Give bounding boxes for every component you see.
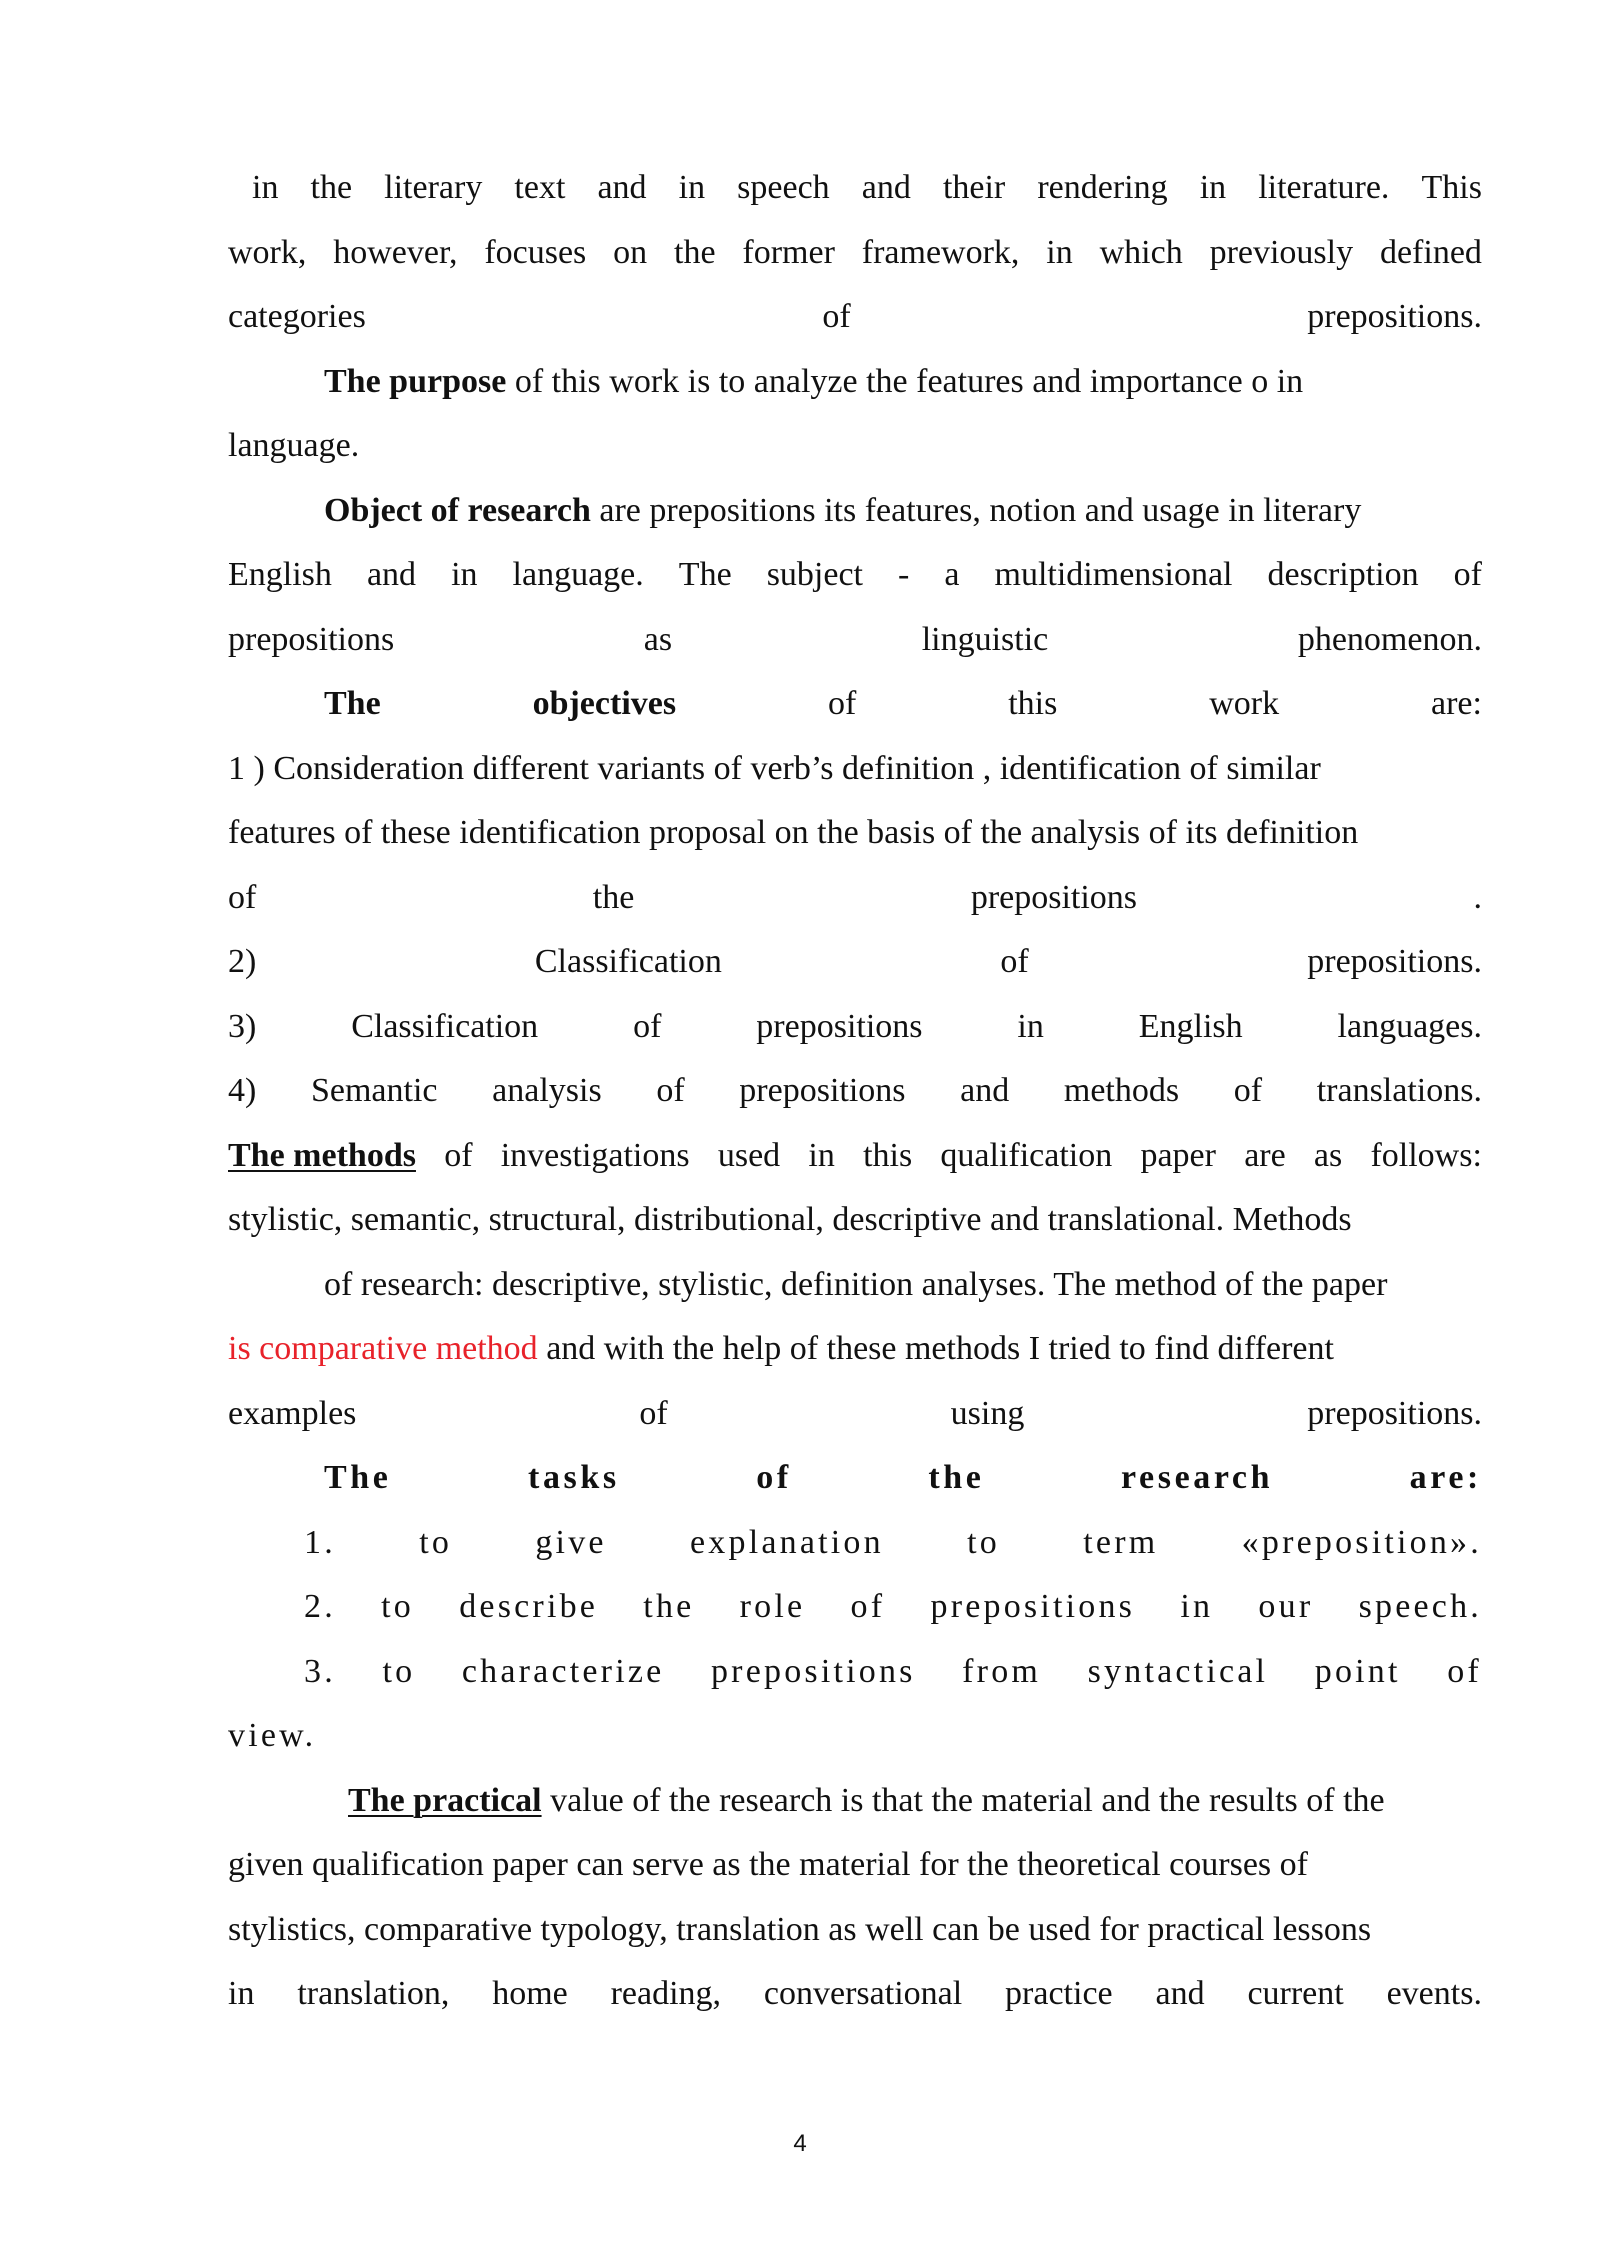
word: in bbox=[1046, 234, 1073, 271]
word: language. bbox=[512, 556, 644, 593]
word: as bbox=[643, 621, 673, 658]
word: rendering bbox=[1037, 169, 1168, 206]
word: conversational bbox=[763, 1975, 963, 2012]
task-1 bbox=[304, 1518, 1482, 1568]
purpose-line-2: language. bbox=[228, 427, 360, 464]
task-2 bbox=[304, 1582, 1482, 1632]
word: in bbox=[228, 1975, 255, 2012]
practical-text: value of the research is that the material and the results of the bbox=[541, 1782, 1385, 1819]
methods-word: qualification bbox=[940, 1137, 1113, 1174]
practical-line-3: stylistics, comparative typology, translation as well can be used for practical lessons bbox=[228, 1911, 1372, 1948]
word: defined bbox=[1379, 234, 1482, 271]
word: in bbox=[1017, 1008, 1044, 1045]
objective-1-line-3 bbox=[228, 873, 1482, 923]
word: the bbox=[674, 234, 716, 271]
word: The bbox=[678, 556, 732, 593]
word: the bbox=[928, 1459, 985, 1496]
practical-line-1 bbox=[348, 1776, 1494, 1826]
intro-line-3 bbox=[228, 292, 1482, 342]
word: of bbox=[656, 1072, 685, 1109]
objectives-heading-line bbox=[324, 679, 1482, 729]
word: text bbox=[514, 169, 566, 206]
word: reading, bbox=[610, 1975, 722, 2012]
word: from bbox=[962, 1653, 1042, 1690]
methods-word: this bbox=[863, 1137, 913, 1174]
word: characterize bbox=[461, 1653, 665, 1690]
page-number: 4 bbox=[793, 2130, 807, 2157]
word: analysis bbox=[492, 1072, 602, 1109]
object-line-3 bbox=[228, 615, 1482, 665]
word: a bbox=[944, 556, 960, 593]
word: . bbox=[1473, 879, 1482, 916]
object-line-1 bbox=[324, 486, 1482, 536]
word: English bbox=[228, 556, 332, 593]
methods-line-5 bbox=[228, 1389, 1482, 1439]
objective-4 bbox=[228, 1066, 1482, 1116]
word: framework, bbox=[861, 234, 1020, 271]
methods-line-4 bbox=[228, 1324, 1482, 1374]
word: categories bbox=[228, 298, 366, 335]
word: events. bbox=[1386, 1975, 1482, 2012]
comparative-method-highlight: is comparative method bbox=[228, 1330, 538, 1367]
word: Classification bbox=[534, 943, 722, 980]
word: of bbox=[1233, 1072, 1263, 1109]
word: of bbox=[228, 879, 257, 916]
word: however, bbox=[333, 234, 458, 271]
word: using bbox=[950, 1395, 1025, 1432]
word: prepositions. bbox=[1307, 943, 1482, 980]
word: methods bbox=[1063, 1072, 1180, 1109]
word: in bbox=[1199, 169, 1227, 206]
word: give bbox=[535, 1524, 607, 1561]
word: prepositions. bbox=[1307, 1395, 1482, 1432]
task-3 bbox=[304, 1647, 1482, 1697]
objectives-word: are: bbox=[1431, 685, 1482, 722]
word: of bbox=[850, 1588, 886, 1625]
object-text: are prepositions its features, notion and usage in literary bbox=[590, 492, 1362, 529]
methods-heading: The methods bbox=[228, 1137, 416, 1174]
word: literature. bbox=[1258, 169, 1390, 206]
word: of bbox=[756, 1459, 792, 1496]
word: 1. bbox=[304, 1524, 336, 1561]
objectives-heading-1: The bbox=[324, 685, 381, 722]
objectives-heading-2: objectives bbox=[532, 685, 677, 722]
objective-1-line-2: features of these identification proposal on the basis of the analysis of its definition bbox=[228, 814, 1359, 851]
word: 2) bbox=[228, 943, 257, 980]
word: in bbox=[1180, 1588, 1214, 1625]
word: of bbox=[639, 1395, 668, 1432]
word: practice bbox=[1005, 1975, 1113, 2012]
object-line-2 bbox=[228, 550, 1482, 600]
word: in bbox=[252, 169, 279, 206]
purpose-line-1 bbox=[324, 357, 1482, 407]
word: the bbox=[310, 169, 353, 206]
word: languages. bbox=[1337, 1008, 1482, 1045]
word: current bbox=[1247, 1975, 1344, 2012]
methods-line-3: of research: descriptive, stylistic, definition analyses. The method of the paper bbox=[324, 1266, 1388, 1303]
word: the bbox=[643, 1588, 695, 1625]
word: description bbox=[1267, 556, 1419, 593]
word: to bbox=[419, 1524, 453, 1561]
word: explanation bbox=[690, 1524, 884, 1561]
word: and bbox=[861, 169, 911, 206]
purpose-heading: The purpose bbox=[324, 363, 507, 400]
objectives-word: this bbox=[1008, 685, 1058, 722]
word: prepositions bbox=[970, 879, 1138, 916]
methods-word: follows: bbox=[1370, 1137, 1482, 1174]
word: of bbox=[822, 298, 851, 335]
methods-word: of bbox=[444, 1137, 473, 1174]
word: 2. bbox=[304, 1588, 336, 1625]
word: Semantic bbox=[310, 1072, 438, 1109]
word: «preposition». bbox=[1241, 1524, 1482, 1561]
word: in bbox=[678, 169, 706, 206]
practical-line-2: given qualification paper can serve as the material for the theoretical courses of bbox=[228, 1846, 1308, 1883]
word: This bbox=[1421, 169, 1482, 206]
methods-word: in bbox=[808, 1137, 835, 1174]
word: former bbox=[742, 234, 835, 271]
word: examples bbox=[228, 1395, 357, 1432]
word: subject bbox=[766, 556, 863, 593]
practical-heading: The practical bbox=[348, 1782, 542, 1819]
methods-word: paper bbox=[1140, 1137, 1216, 1174]
word: of bbox=[1453, 556, 1482, 593]
word: of bbox=[1447, 1653, 1482, 1690]
word: focuses bbox=[484, 234, 587, 271]
word: which bbox=[1099, 234, 1183, 271]
word: on bbox=[613, 234, 648, 271]
word: point bbox=[1314, 1653, 1401, 1690]
word: role bbox=[739, 1588, 806, 1625]
word: to bbox=[967, 1524, 1000, 1561]
word: prepositions bbox=[739, 1072, 906, 1109]
word: translation, bbox=[297, 1975, 450, 2012]
word: are: bbox=[1409, 1459, 1482, 1496]
word: work, bbox=[228, 234, 307, 271]
objective-2 bbox=[228, 937, 1482, 987]
methods-line-4-rest: and with the help of these methods I tried to find different bbox=[537, 1330, 1334, 1367]
word: 4) bbox=[228, 1072, 257, 1109]
methods-word: as bbox=[1313, 1137, 1343, 1174]
word: Classification bbox=[351, 1008, 539, 1045]
objective-3 bbox=[228, 1002, 1482, 1052]
word: research bbox=[1120, 1459, 1274, 1496]
word: speech. bbox=[1358, 1588, 1482, 1625]
objectives-word: work bbox=[1209, 685, 1280, 722]
methods-line-1 bbox=[228, 1131, 1482, 1181]
word: - bbox=[898, 556, 910, 593]
object-heading: Object of research bbox=[324, 492, 591, 529]
word: to bbox=[382, 1653, 416, 1690]
word: multidimensional bbox=[994, 556, 1233, 593]
intro-line-2 bbox=[228, 228, 1482, 278]
word: The bbox=[324, 1459, 392, 1496]
word: and bbox=[597, 169, 647, 206]
methods-line-2: stylistic, semantic, structural, distributional, descriptive and translational. Methods bbox=[228, 1201, 1352, 1238]
word: linguistic bbox=[921, 621, 1049, 658]
word: the bbox=[592, 879, 635, 916]
word: translations. bbox=[1316, 1072, 1482, 1109]
word: our bbox=[1258, 1588, 1314, 1625]
practical-line-4 bbox=[228, 1969, 1482, 2019]
word: prepositions bbox=[710, 1653, 916, 1690]
word: and bbox=[1155, 1975, 1205, 2012]
word: describe bbox=[459, 1588, 599, 1625]
word: term bbox=[1083, 1524, 1159, 1561]
word: 3. bbox=[304, 1653, 336, 1690]
word: English bbox=[1138, 1008, 1243, 1045]
word: of bbox=[1000, 943, 1029, 980]
word: previously bbox=[1209, 234, 1354, 271]
word: home bbox=[492, 1975, 568, 2012]
word: prepositions bbox=[228, 621, 395, 658]
word: literary bbox=[384, 169, 483, 206]
word: and bbox=[366, 556, 417, 593]
word: 3) bbox=[228, 1008, 257, 1045]
purpose-text: of this work is to analyze the features and importance o in bbox=[506, 363, 1304, 400]
word: in bbox=[451, 556, 478, 593]
objectives-word: of bbox=[827, 685, 857, 722]
word: speech bbox=[737, 169, 830, 206]
methods-word: used bbox=[717, 1137, 781, 1174]
intro-line-1 bbox=[252, 163, 1482, 213]
word: prepositions bbox=[930, 1588, 1136, 1625]
objective-1-line-1: 1 ) Consideration different variants of verb’s definition , identification of similar bbox=[228, 750, 1321, 787]
tasks-heading bbox=[324, 1453, 1482, 1503]
word: prepositions bbox=[756, 1008, 923, 1045]
methods-word: are bbox=[1244, 1137, 1286, 1174]
word: and bbox=[960, 1072, 1010, 1109]
word: phenomenon. bbox=[1297, 621, 1482, 658]
word: to bbox=[381, 1588, 414, 1625]
word: prepositions. bbox=[1307, 298, 1482, 335]
word: syntactical bbox=[1087, 1653, 1269, 1690]
word: tasks bbox=[528, 1459, 620, 1496]
word: their bbox=[942, 169, 1006, 206]
methods-word: investigations bbox=[500, 1137, 690, 1174]
word: of bbox=[633, 1008, 662, 1045]
task-3-line-2: view. bbox=[228, 1717, 317, 1754]
